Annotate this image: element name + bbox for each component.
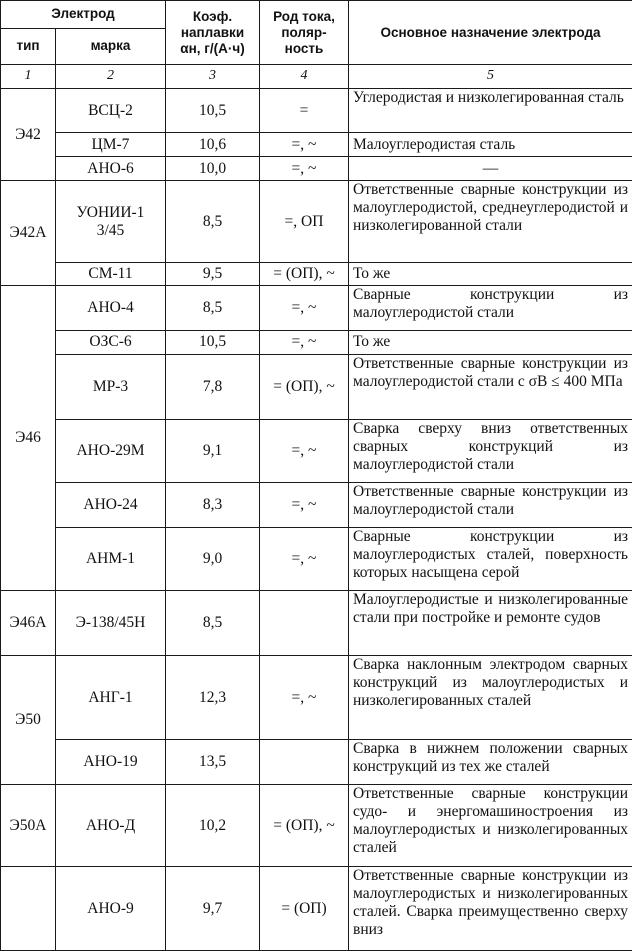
table-row <box>1 591 632 656</box>
column-number: 4 <box>260 65 349 88</box>
header-current-line3: ность <box>284 40 324 56</box>
electrode-purpose: Ответственные сварные конструкции из малоуглеродистой стали <box>349 483 632 528</box>
current-polarity: =, ОП <box>260 181 349 263</box>
electrode-purpose: Углеродистая и низколегированная сталь <box>349 88 632 133</box>
electrode-brand: АНО-4 <box>56 286 166 331</box>
deposition-coefficient: 10,5 <box>166 331 260 354</box>
deposition-coefficient: 10,2 <box>166 784 260 867</box>
deposition-coefficient: 9,5 <box>166 262 260 285</box>
table-row <box>1 419 632 482</box>
electrode-type <box>1 867 56 951</box>
table-row <box>1 286 632 331</box>
electrode-purpose: То же <box>349 262 632 285</box>
electrode-purpose: То же <box>349 331 632 354</box>
electrode-purpose: — <box>349 156 632 180</box>
electrode-brand: МР-3 <box>56 354 166 419</box>
table-row <box>1 156 632 180</box>
deposition-coefficient: 9,0 <box>166 527 260 590</box>
deposition-coefficient: 7,8 <box>166 354 260 419</box>
electrode-purpose: Сварные конструкции из малоуглеродистой стали <box>349 286 632 331</box>
electrode-brand: ЦМ-7 <box>56 133 166 156</box>
deposition-coefficient: 8,5 <box>166 181 260 263</box>
electrode-purpose: Ответственные сварные конструкции из малоуглеродистой, среднеуглеродистой и низколегированной стали <box>349 181 632 263</box>
header-coef-line3: αн, г/(А·ч) <box>180 40 245 56</box>
current-polarity: =, ~ <box>260 483 349 528</box>
current-polarity: = (ОП) <box>260 867 349 951</box>
current-polarity: =, ~ <box>260 286 349 331</box>
deposition-coefficient: 8,5 <box>166 286 260 331</box>
electrode-brand: ОЗС-6 <box>56 331 166 354</box>
deposition-coefficient: 13,5 <box>166 739 260 784</box>
header-current-line1: Род тока, <box>273 8 335 24</box>
electrode-brand: АНМ-1 <box>56 527 166 590</box>
table-row <box>1 739 632 784</box>
electrode-brand: СМ-11 <box>56 262 166 285</box>
column-numbers-row <box>1 65 632 88</box>
electrode-purpose: Ответственные сварные конструкции из малоуглеродистых и низколегированных сталей. Сварка преимущественно сверху вниз <box>349 867 632 951</box>
electrode-brand <box>56 181 166 263</box>
column-number: 2 <box>56 65 166 88</box>
column-number: 5 <box>349 65 632 88</box>
electrode-purpose: Сварные конструкции из малоуглеродистых сталей, поверхность которых насыщена серой <box>349 527 632 590</box>
table-row <box>1 483 632 528</box>
table-row <box>1 262 632 285</box>
electrode-type: Э46 <box>1 286 56 591</box>
table-row <box>1 133 632 156</box>
header-current <box>260 1 349 65</box>
header-coef-line1: Коэф. <box>192 8 233 24</box>
electrode-brand-text: УОНИИ-13/45 <box>76 203 145 239</box>
current-polarity: =, ~ <box>260 133 349 156</box>
deposition-coefficient: 9,7 <box>166 867 260 951</box>
electrode-brand: ВСЦ-2 <box>56 88 166 133</box>
table-row <box>1 656 632 740</box>
electrode-brand: Э-138/45Н <box>56 591 166 656</box>
electrode-type: Э46А <box>1 591 56 656</box>
electrode-purpose: Сварка в нижнем положении сварных конструкций из тех же сталей <box>349 739 632 784</box>
header-coefficient <box>166 1 260 65</box>
table-row <box>1 527 632 590</box>
deposition-coefficient: 10,6 <box>166 133 260 156</box>
electrode-brand: АНО-Д <box>56 784 166 867</box>
electrode-brand: АНО-24 <box>56 483 166 528</box>
header-electrode: Электрод <box>1 1 166 29</box>
electrode-purpose: Сварка наклонным электродом сварных конструкций из малоуглеродистых и низколегированных сталей <box>349 656 632 740</box>
header-brand: марка <box>56 28 166 65</box>
table-row <box>1 331 632 354</box>
electrode-purpose: Малоуглеродистые и низколегированные стали при постройке и ремонте судов <box>349 591 632 656</box>
current-polarity: =, ~ <box>260 527 349 590</box>
deposition-coefficient: 8,3 <box>166 483 260 528</box>
deposition-coefficient: 9,1 <box>166 419 260 482</box>
current-polarity: = (ОП), ~ <box>260 262 349 285</box>
current-polarity: =, ~ <box>260 331 349 354</box>
electrode-brand: АНО-19 <box>56 739 166 784</box>
current-polarity: =, ~ <box>260 656 349 740</box>
electrode-purpose: Малоуглеродистая сталь <box>349 133 632 156</box>
electrode-type: Э42А <box>1 181 56 286</box>
column-number: 3 <box>166 65 260 88</box>
table-row <box>1 784 632 867</box>
table-row <box>1 354 632 419</box>
electrode-purpose: Сварка сверху вниз ответственных сварных конструкций из малоуглеродистой стали <box>349 419 632 482</box>
current-polarity: =, ~ <box>260 156 349 180</box>
electrode-type: Э42 <box>1 88 56 181</box>
current-polarity: = <box>260 88 349 133</box>
deposition-coefficient: 12,3 <box>166 656 260 740</box>
deposition-coefficient: 8,5 <box>166 591 260 656</box>
current-polarity: = (ОП), ~ <box>260 354 349 419</box>
electrode-type: Э50А <box>1 784 56 867</box>
electrode-purpose: Ответственные сварные конструкции из малоуглеродистой стали с σВ ≤ 400 МПа <box>349 354 632 419</box>
column-number: 1 <box>1 65 56 88</box>
current-polarity: =, ~ <box>260 419 349 482</box>
electrode-brand: АНГ-1 <box>56 656 166 740</box>
electrode-purpose: Ответственные сварные конструкции судо- и энергомашиностроения из малоуглеродистых и низколегированных сталей <box>349 784 632 867</box>
deposition-coefficient: 10,0 <box>166 156 260 180</box>
electrode-brand: АНО-29М <box>56 419 166 482</box>
current-polarity <box>260 591 349 656</box>
table-row <box>1 181 632 263</box>
current-polarity <box>260 739 349 784</box>
electrode-brand: АНО-9 <box>56 867 166 951</box>
table-row <box>1 867 632 951</box>
header-current-line2: поляр- <box>281 24 327 40</box>
electrode-brand: АНО-6 <box>56 156 166 180</box>
table-row <box>1 88 632 133</box>
header-coef-line2: наплавки <box>180 24 245 40</box>
current-polarity: = (ОП), ~ <box>260 784 349 867</box>
header-purpose: Основное назначение электрода <box>349 1 632 65</box>
header-type: тип <box>1 28 56 65</box>
deposition-coefficient: 10,5 <box>166 88 260 133</box>
electrode-type: Э50 <box>1 656 56 784</box>
